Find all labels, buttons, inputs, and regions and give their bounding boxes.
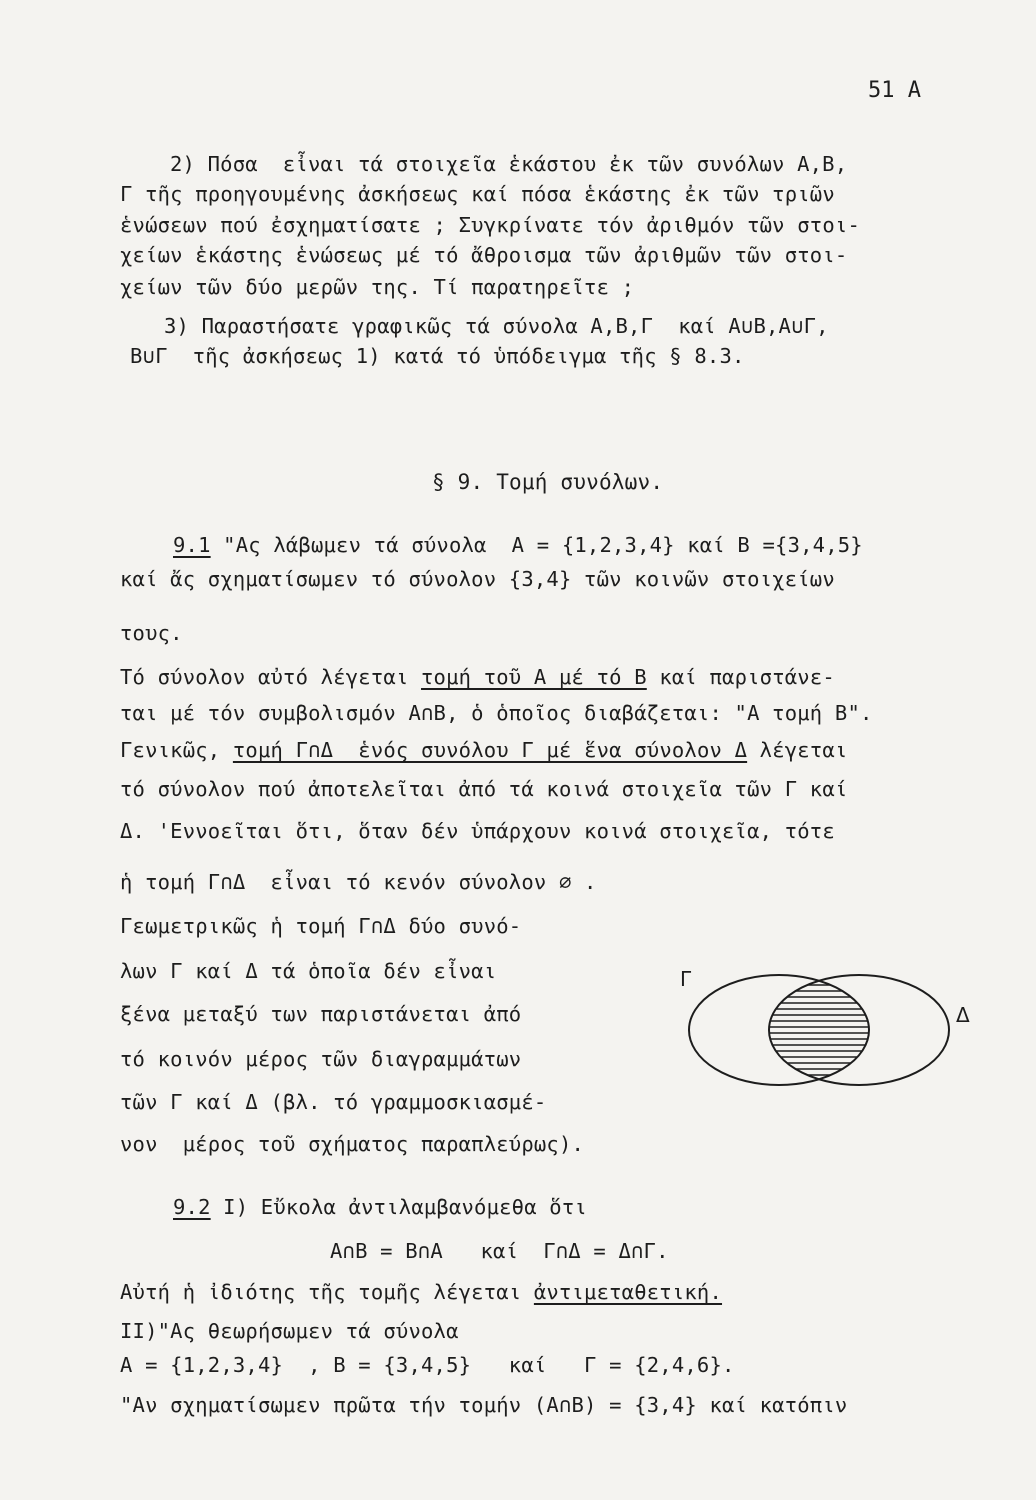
s91-line-6a: Γενικῶς, xyxy=(120,738,233,762)
s91-line-7: τό σύνολον πού ἀποτελεῖται ἀπό τά κοινά στοιχεῖα τῶν Γ καί xyxy=(120,777,848,801)
s91-line-4a: Τό σύνολον αὐτό λέγεται xyxy=(120,665,422,689)
exercise-3-line-1: 3) Παραστήσατε γραφικῶς τά σύνολα Α,Β,Γ καί Α∪Β,Α∪Γ, xyxy=(164,314,829,338)
s91-line-13: τό κοινόν μέρος τῶν διαγραμμάτων xyxy=(120,1047,522,1071)
s91-line-9: ἡ τομή Γ∩Δ εἶναι τό κενόν σύνολον ∅ . xyxy=(120,870,597,894)
label-delta: Δ xyxy=(956,1003,970,1027)
s91-line-14: τῶν Γ καί Δ (βλ. τό γραμμοσκιασμέ- xyxy=(120,1090,547,1114)
s91-line-3: τους. xyxy=(120,621,183,645)
s91-line-6b: λέγεται xyxy=(747,738,848,762)
s91-line-10: Γεωμετρικῶς ἡ τομή Γ∩Δ δύο συνό- xyxy=(120,914,522,938)
exercise-2-line-1: 2) Πόσα εἶναι τά στοιχεῖα ἑκάστου ἐκ τῶν συνόλων Α,Β, xyxy=(170,152,848,176)
s91-number: 9.1 xyxy=(173,533,211,557)
s91-line-2: καί ἄς σχηματίσωμεν τό σύνολον {3,4} τῶν κοινῶν στοιχείων xyxy=(120,567,835,591)
s91-line-4b: καί παριστάνε- xyxy=(646,665,835,689)
s91-line-4 xyxy=(120,664,835,690)
s92-line-1-text: Ι) Εὔκολα ἀντιλαμβανόμεθα ὅτι xyxy=(210,1195,587,1219)
venn-diagram xyxy=(664,970,994,1100)
s92-line-3a: Αὐτή ἡ ἰδιότης τῆς τομῆς λέγεται xyxy=(120,1280,534,1304)
s91-line-15: νον μέρος τοῦ σχήματος παραπλεύρως). xyxy=(120,1132,585,1156)
section-heading: § 9. Τομή συνόλων. xyxy=(432,470,664,494)
s92-line-4: ΙΙ)"Ας θεωρήσωμεν τά σύνολα xyxy=(120,1319,459,1343)
definition-intersection-a-b: τομή τοῦ Α μέ τό Β xyxy=(421,665,647,689)
s91-line-6 xyxy=(120,737,847,763)
s92-line-1 xyxy=(173,1194,587,1220)
exercise-2-line-2: Γ τῆς προηγουμένης ἀσκήσεως καί πόσα ἑκάστης ἐκ τῶν τριῶν xyxy=(120,182,835,206)
s92-number: 9.2 xyxy=(173,1195,211,1219)
s91-line-8: Δ. 'Εννοεῖται ὅτι, ὅταν δέν ὑπάρχουν κοινά στοιχεῖα, τότε xyxy=(120,819,835,843)
exercise-3-line-2: Β∪Γ τῆς ἀσκήσεως 1) κατά τό ὑπόδειγμα τῆς § 8.3. xyxy=(130,344,745,368)
s92-line-3 xyxy=(120,1279,722,1305)
exercise-2-line-4: χείων ἑκάστης ἑνώσεως μέ τό ἄθροισμα τῶν ἀριθμῶν τῶν στοι- xyxy=(120,243,848,267)
exercise-2-line-3: ἑνώσεων πού ἐσχηματίσατε ; Συγκρίνατε τόν ἀριθμόν τῶν στοι- xyxy=(120,213,860,237)
page-number: 51 A xyxy=(868,78,921,103)
commutative-term: ἀντιμεταθετική. xyxy=(533,1280,723,1304)
definition-intersection-general: τομή Γ∩Δ ἑνός συνόλου Γ μέ ἕνα σύνολον Δ xyxy=(232,738,748,762)
s91-line-12: ξένα μεταξύ των παριστάνεται ἀπό xyxy=(120,1002,522,1026)
s91-line-5: ται μέ τόν συμβολισμόν Α∩Β, ὁ ὁποῖος διαβάζεται: "Α τομή Β". xyxy=(120,701,873,725)
s91-line-1-text: "Ας λάβωμεν τά σύνολα Α = {1,2,3,4} καί Β ={3,4,5} xyxy=(210,533,863,557)
s92-line-2: Α∩Β = Β∩Α καί Γ∩Δ = Δ∩Γ. xyxy=(330,1239,669,1263)
s92-line-6: "Αν σχηματίσωμεν πρῶτα τήν τομήν (Α∩Β) = {3,4} καί κατόπιν xyxy=(120,1393,848,1417)
exercise-2-line-5: χείων τῶν δύο μερῶν της. Τί παρατηρεῖτε ; xyxy=(120,275,635,299)
label-gamma: Γ xyxy=(680,970,692,991)
s92-line-5: Α = {1,2,3,4} , Β = {3,4,5} καί Γ = {2,4,6}. xyxy=(120,1353,735,1377)
s91-line-11: λων Γ καί Δ τά ὁποῖα δέν εἶναι xyxy=(120,959,497,983)
s91-line-1 xyxy=(173,532,863,558)
